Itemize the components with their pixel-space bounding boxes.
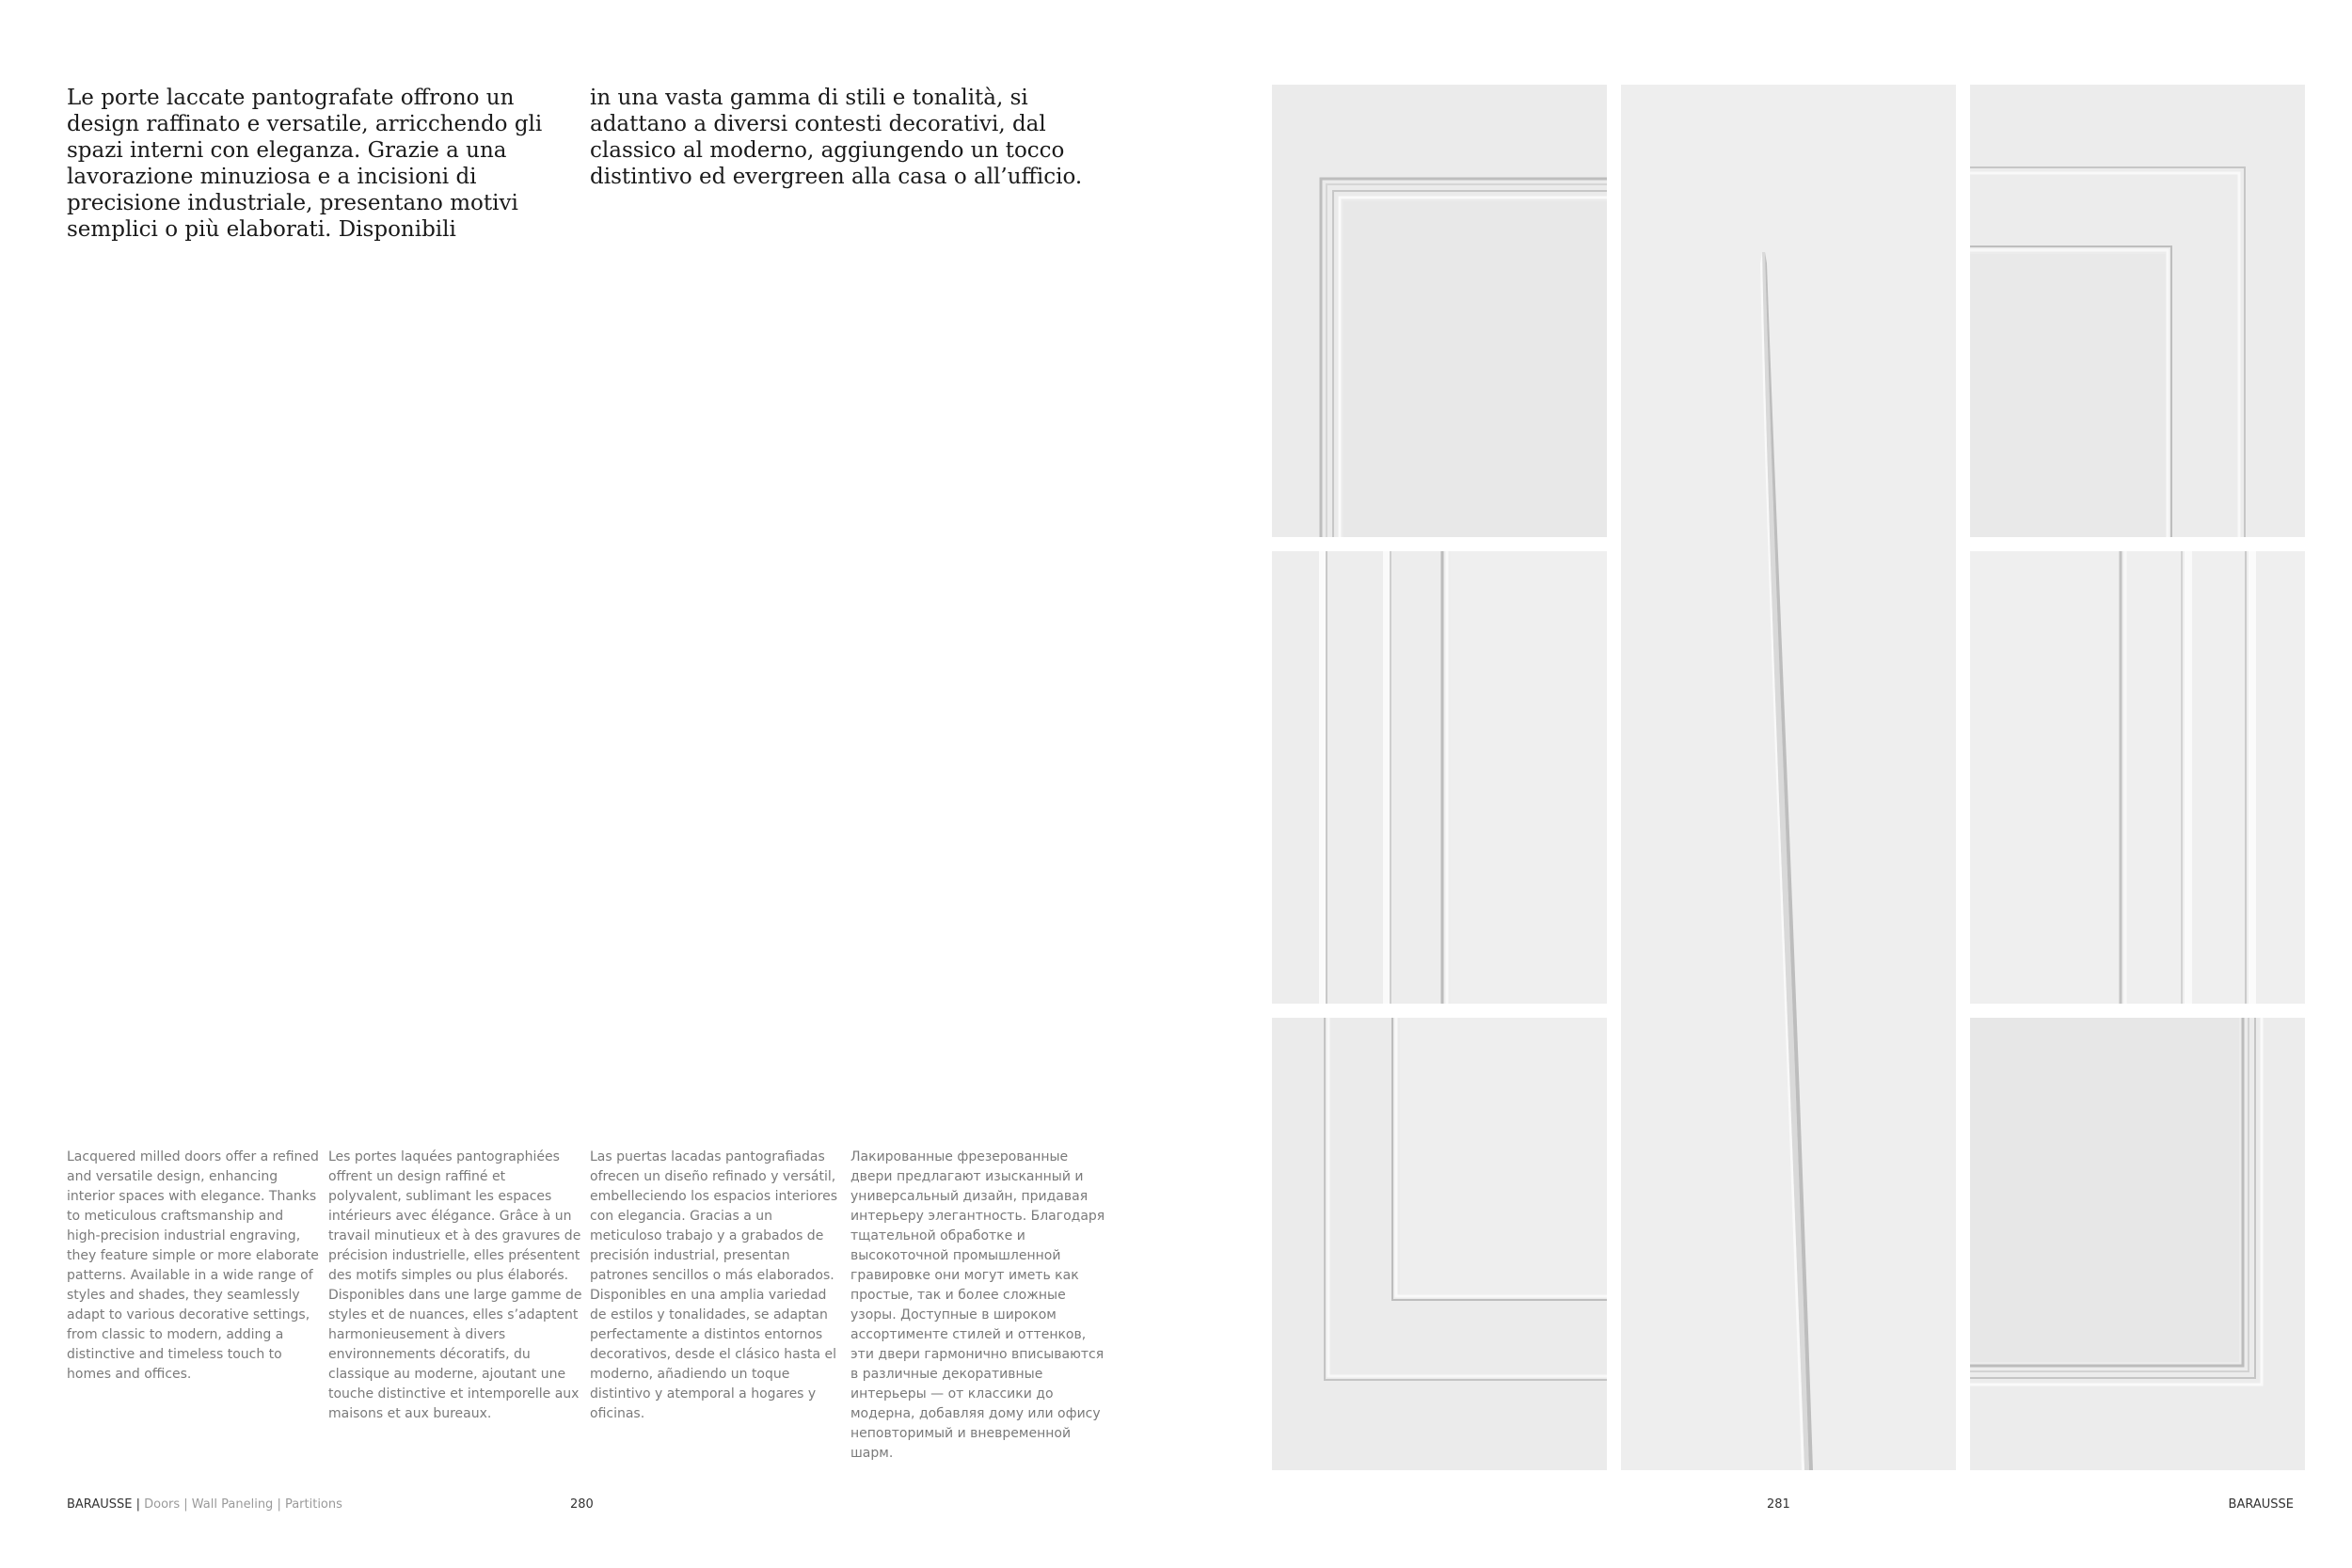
footer-brand-right: BARAUSSE [2228,1497,2294,1512]
intro-text-col2: in una vasta gamma di stili e tonalità, si adattano a diversi contesti decorativi, dal classico al moderno, aggiungendo un tocco distintivo ed evergreen alla casa o all’ufficio. [590,86,1083,189]
intro-text-col1: Le porte laccate pantografate offrono un design raffinato e versatile, arricchendo gli spazi interni con eleganza. Grazie a una lavorazione minuziosa e a incisioni di precisione industriale, presentano motivi semplici o più elaborati. Disponibili [67,86,543,242]
footer-categories: Doors | Wall Paneling | Partitions [144,1497,342,1512]
door-detail-photo-1 [1272,85,1607,537]
text-french: Les portes laquées pantographiées offrent un design raffiné et polyvalent, sublimant les espaces intérieurs avec élégance. Grâce à un travail minutieux et à des gravures de précision industrielle, elles présentent des motifs simples ou plus élaborés. Disponibles dans une large gamme de styles et de nuances, elles s’adaptent harmonieusement à divers environnements décoratifs, du classique au moderne, ajoutant une touche distinctive et intemporelle aux maisons et aux bureaux. [328,1149,582,1421]
text-russian: Лакированные фрезерованные двери предлагают изысканный и универсальный дизайн, придавая интерьеру элегантность. Благодаря тщательной обработке и высокоточной промышленной гравировке они могут иметь как простые, так и более сложные узоры. Доступные в широком ассортименте стилей и оттенков, эти двери гармонично вписываются в различные декоративные интерьеры — от классики до модерна, добавляя дому или офису неповторимый и вневременной шарм. [850,1149,1105,1461]
footer-left [67,1497,342,1512]
page-number-right: 281 [1767,1497,1790,1512]
door-detail-photo-6 [1970,1018,2305,1470]
door-detail-photo-5 [1970,551,2305,1004]
door-detail-photo-2 [1272,551,1607,1004]
text-english: Lacquered milled doors offer a refined and versatile design, enhancing interior spaces with elegance. Thanks to meticulous craftsmanship and high-precision industrial engraving, they feature simple or more elaborate patterns. Available in a wide range of styles and shades, they seamlessly adapt to various decorative settings, from classic to modern, adding a distinctive and timeless touch to homes and offices. [67,1149,319,1382]
text-spanish: Las puertas lacadas pantografiadas ofrecen un diseño refinado y versátil, embelleciendo los espacios interiores con elegancia. Gracias a un meticuloso trabajo y a grabados de precisión industrial, presentan patrones sencillos o más elaborados. Disponibles en una amplia variedad de estilos y tonalidades, se adaptan perfectamente a distintos entornos decorativos, desde el clásico hasta el moderno, añadiendo un toque distintivo y atemporal a hogares y oficinas. [590,1149,838,1421]
door-detail-photo-3 [1272,1018,1607,1470]
page-number-left: 280 [570,1497,594,1512]
door-detail-photo-tall [1621,85,1956,1470]
door-detail-photo-4 [1970,85,2305,537]
footer-separator: | [132,1497,145,1512]
footer-brand: BARAUSSE [67,1497,133,1512]
